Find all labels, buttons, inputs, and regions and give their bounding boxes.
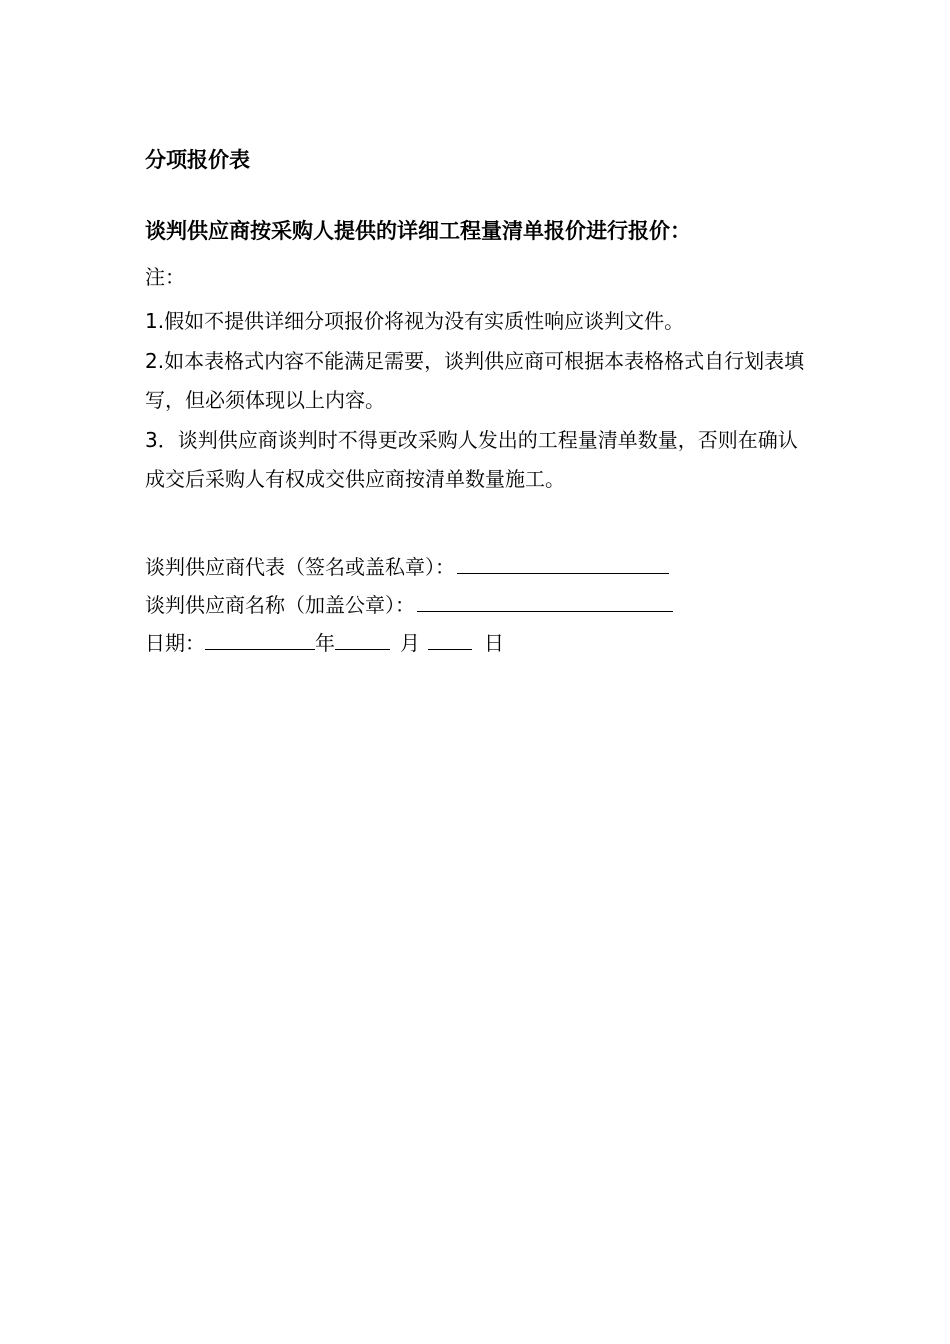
date-label: 日期： bbox=[145, 631, 205, 655]
day-blank[interactable] bbox=[428, 627, 472, 650]
month-blank[interactable] bbox=[335, 627, 390, 650]
year-blank[interactable] bbox=[205, 627, 315, 650]
note-item-1: 1.假如不提供详细分项报价将视为没有实质性响应谈判文件。 bbox=[145, 309, 685, 333]
note-label: 注： bbox=[145, 265, 185, 289]
signature-block bbox=[145, 548, 673, 662]
quotation-instruction: 谈判供应商按采购人提供的详细工程量清单报价进行报价： bbox=[145, 219, 691, 243]
year-unit: 年 bbox=[315, 631, 335, 655]
day-unit: 日 bbox=[484, 631, 504, 655]
representative-label: 谈判供应商代表（签名或盖私章）： bbox=[145, 555, 455, 579]
representative-signature-blank[interactable] bbox=[457, 551, 669, 574]
company-line bbox=[145, 586, 673, 624]
document-title: 分项报价表 bbox=[145, 148, 250, 172]
month-unit: 月 bbox=[400, 631, 420, 655]
company-label: 谈判供应商名称（加盖公章）： bbox=[145, 593, 415, 617]
notes-list bbox=[145, 302, 810, 500]
date-line bbox=[145, 624, 673, 662]
company-name-blank[interactable] bbox=[417, 589, 673, 612]
representative-line bbox=[145, 548, 673, 586]
note-item-2: 2.如本表格式内容不能满足需要，谈判供应商可根据本表格格式自行划表填写，但必须体现以上内容。 bbox=[145, 348, 805, 412]
note-item-3: 3．谈判供应商谈判时不得更改采购人发出的工程量清单数量，否则在确认成交后采购人有权成交供应商按清单数量施工。 bbox=[145, 427, 798, 491]
